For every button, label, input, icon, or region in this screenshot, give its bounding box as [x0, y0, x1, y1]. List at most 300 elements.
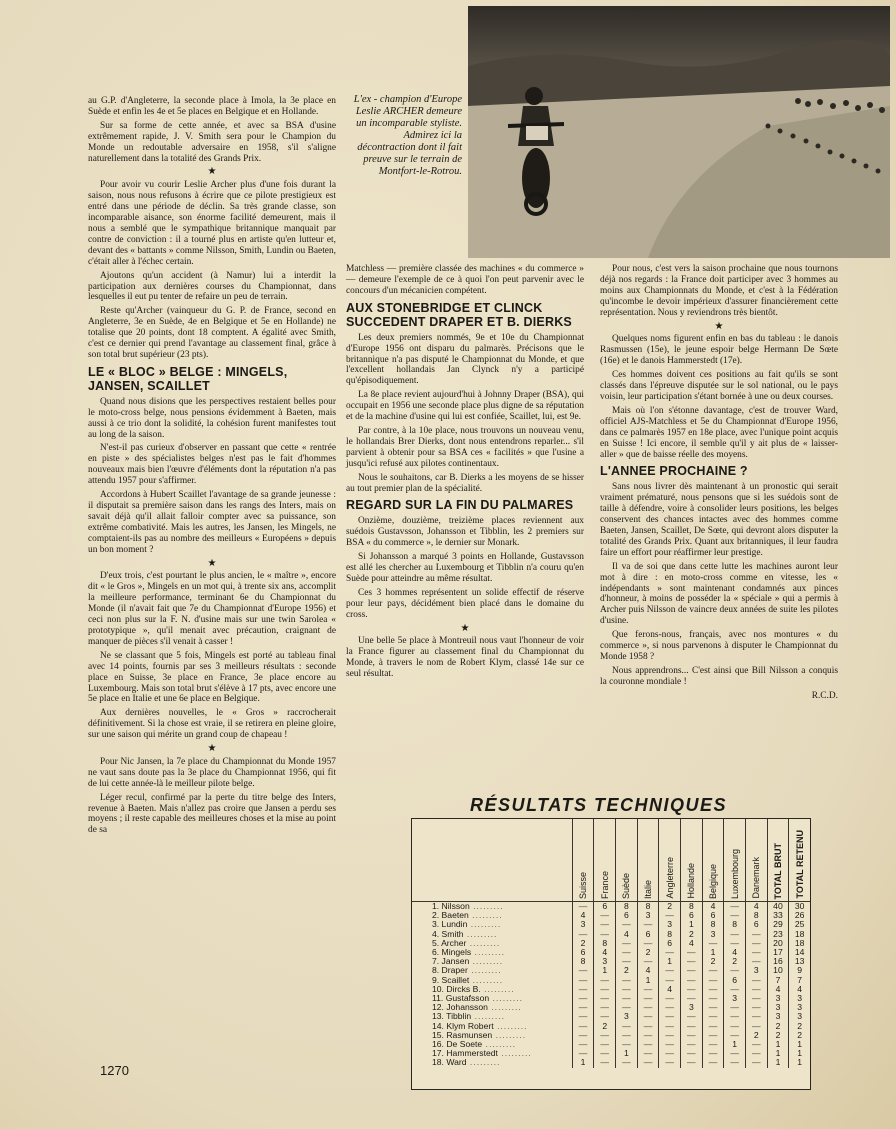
table-cell: —	[681, 1022, 703, 1031]
table-cell: 30	[789, 902, 810, 912]
table-cell: 2	[702, 957, 724, 966]
table-cell: —	[724, 911, 746, 920]
table-cell: —	[637, 1058, 659, 1067]
table-cell: 3	[702, 930, 724, 939]
paragraph: Accordons à Hubert Scaillet l'avantage de sa grande jeunesse : il disputait sa première saison dans les rangs des Inters, mais on savait déjà qu'il allait falloir compter avec sa puissance, son extrême combativité. Mais les autres, les Jansen, les Mingels, ne comptaient-ils pas au nombre des meilleurs « Européens » depuis un bon moment ?	[88, 490, 336, 555]
dot-leader: .........	[482, 1039, 517, 1050]
table-cell: 9	[789, 966, 810, 975]
section-heading: REGARD SUR LA FIN DU PALMARES	[346, 498, 574, 513]
table-cell: 1	[616, 1049, 638, 1058]
column-header-label: Italie	[643, 879, 654, 899]
table-cell: —	[616, 1031, 638, 1040]
paragraph: Nous le souhaitons, car B. Dierks a les moyens de se hisser au tout premier plan de la spécialité.	[346, 472, 584, 494]
table-cell: 2	[659, 902, 681, 912]
table-cell: 3	[767, 994, 789, 1003]
table-cell: —	[702, 1031, 724, 1040]
paragraph: D'eux trois, c'est pourtant le plus ancien, le « maître », encore dit « le Gros », Mingels en un mot qui, à trente six ans, accomplit la meilleure performance, terminant 6e du Championnat du Monde (il n'avait fait que 7e du Championnat d'Europe 1956) et ceci non plus sur la F. N. d'usine mais sur une twin Sarolea « prototypique », qu'il menait avec précaution, craignant de manquer de pièces s'il venait à casser !	[88, 571, 336, 647]
table-cell: —	[594, 1012, 616, 1021]
table-cell: —	[659, 994, 681, 1003]
table-cell: —	[616, 920, 638, 929]
rider-name: 9. Scaillet .........	[432, 974, 504, 985]
table-cell: —	[572, 1049, 594, 1058]
dot-leader: .........	[480, 983, 515, 994]
table-cell: 3	[789, 994, 810, 1003]
star-separator-icon: ★	[460, 622, 470, 634]
table-cell: —	[659, 966, 681, 975]
table-cell: —	[681, 976, 703, 985]
table-cell: —	[594, 994, 616, 1003]
table-cell: —	[724, 1058, 746, 1067]
paragraph: Que ferons-nous, français, avec nos montures « du commerce », si nous parvenons à disputer le Championnat du Monde 1958 ?	[600, 630, 838, 662]
table-cell: —	[724, 939, 746, 948]
table-cell: —	[745, 976, 767, 985]
table-cell: —	[681, 1012, 703, 1021]
dot-leader: .........	[466, 937, 501, 948]
star-separator-icon: ★	[207, 743, 217, 755]
table-cell: —	[745, 1012, 767, 1021]
table-cell: 14	[789, 948, 810, 957]
table-cell: —	[594, 1031, 616, 1040]
table-cell: —	[681, 1040, 703, 1049]
column-header	[637, 819, 659, 902]
results-title: RÉSULTATS TECHNIQUES	[470, 795, 728, 815]
table-cell: —	[681, 1049, 703, 1058]
table-cell: 1	[789, 1040, 810, 1049]
rider-name: 11. Gustafsson .........	[432, 993, 524, 1004]
column-header	[572, 819, 594, 902]
table-cell: —	[702, 1040, 724, 1049]
table-cell: —	[659, 1022, 681, 1031]
paragraph: Pour avoir vu courir Leslie Archer plus d'une fois durant la saison, nous nous refusons à écrire que ce pilote prestigieux est entré dans une période de déclin. Sa très grande classe, son incomparable aisance, son énorme facilité demeurent, mais il nous a semblé que le sympathique britannique manquait par contre de conviction : il a tourné plus en artiste qu'en lutteur et, devant des « battants » comme Nilsson, Smith, Lundin ou Baeten, c'était aller à l'échec certain.	[88, 180, 336, 267]
column-header-label: Belgique	[707, 863, 718, 899]
table-cell: —	[659, 1031, 681, 1040]
table-cell: 3	[789, 1012, 810, 1021]
table-cell: —	[745, 1003, 767, 1012]
column-header	[659, 819, 681, 902]
dot-leader: .........	[471, 947, 506, 958]
table-cell: —	[637, 1012, 659, 1021]
rider-name: 18. Ward .........	[432, 1057, 501, 1068]
rider-name: 14. Klym Robert .........	[432, 1020, 528, 1031]
motocross-photo	[468, 6, 890, 258]
table-cell: 6	[594, 902, 616, 912]
paragraph: Une belle 5e place à Montreuil nous vaut l'honneur de voir la France figurer au classement final du Championnat du Monde, à travers le nom de Robert Klym, classé 14e sur ce seul résultat.	[346, 636, 584, 680]
results-header-row	[412, 819, 810, 902]
table-cell: 1	[724, 1040, 746, 1049]
table-cell: 26	[789, 911, 810, 920]
table-cell: 8	[637, 902, 659, 912]
dot-leader: .........	[469, 901, 504, 911]
column-header-label: Luxembourg	[729, 848, 740, 899]
table-cell: —	[616, 976, 638, 985]
dot-leader: .........	[467, 965, 502, 976]
table-cell: —	[616, 957, 638, 966]
column-header-label: Suisse	[578, 871, 589, 899]
paragraph: Si Johansson a marqué 3 points en Hollande, Gustavsson est allé les chercher au Luxembourg et Tibblin n'a couru qu'en Suède pour atteindre au même résultat.	[346, 552, 584, 584]
table-cell: —	[659, 1003, 681, 1012]
table-cell: —	[659, 1049, 681, 1058]
table-cell: —	[616, 948, 638, 957]
table-cell: 1	[659, 957, 681, 966]
results-table	[411, 818, 811, 1090]
table-cell: —	[702, 1012, 724, 1021]
table-cell: —	[594, 1003, 616, 1012]
table-cell: 1	[789, 1058, 810, 1067]
table-cell: 3	[681, 1003, 703, 1012]
table-cell: 6	[724, 976, 746, 985]
table-cell: —	[702, 1049, 724, 1058]
column-header-label: TOTAL RETENU	[794, 830, 805, 899]
table-cell: —	[637, 1022, 659, 1031]
section-heading: L'ANNEE PROCHAINE ?	[600, 464, 748, 479]
table-cell: 2	[637, 948, 659, 957]
dot-leader: .........	[463, 928, 498, 939]
table-cell: 4	[681, 939, 703, 948]
table-cell: —	[659, 1058, 681, 1067]
table-cell: 2	[681, 930, 703, 939]
star-separator-icon: ★	[207, 166, 217, 178]
table-cell: 2	[594, 1022, 616, 1031]
table-cell: —	[702, 1058, 724, 1067]
rider-name: 1. Nilsson .........	[432, 901, 504, 911]
table-cell: 1	[594, 966, 616, 975]
table-cell: —	[702, 1022, 724, 1031]
table-cell: —	[724, 1012, 746, 1021]
table-cell: 40	[767, 902, 789, 912]
table-cell: —	[594, 976, 616, 985]
table-cell: —	[745, 1049, 767, 1058]
column-header	[616, 819, 638, 902]
table-cell: 3	[789, 1003, 810, 1012]
paragraph: La 8e place revient aujourd'hui à Johnny Draper (BSA), qui occupait en 1956 une seconde place plus digne de sa réputation et de la machine d'usine qui lui est confiée, Scaillet, lui, est 9e.	[346, 390, 584, 423]
column-header-label: Suède	[621, 872, 632, 899]
column-header-label: TOTAL BRUT	[772, 842, 783, 899]
article-column-1	[88, 96, 336, 839]
table-cell: 4	[594, 948, 616, 957]
table-cell: 2	[616, 966, 638, 975]
table-cell: 4	[745, 902, 767, 912]
table-cell: —	[681, 948, 703, 957]
rider-name: 7. Jansen .........	[432, 956, 504, 967]
rider-name: 15. Rasmunsen .........	[432, 1029, 527, 1040]
paragraph: Nous apprendrons... C'est ainsi que Bill Nilsson a conquis la couronne mondiale !	[600, 665, 838, 687]
paragraph: Il va de soi que dans cette lutte les machines auront leur mot à dire : en moto-cross comme en vitesse, les « indépendants » sont maintenant condamnés aux pinces d'honneur, à moins de posséder la « spéciale » qui a permis à Archer puis Nilsson de vaincre deux années de suite les pilotes d'usine.	[600, 561, 838, 627]
section-heading: AUX STONEBRIDGE ET CLINCK SUCCEDENT DRAPER ET B. DIERKS	[346, 300, 572, 329]
table-cell: —	[616, 985, 638, 994]
rider-name: 5. Archer .........	[432, 937, 501, 948]
table-cell: 20	[767, 939, 789, 948]
table-cell: 3	[659, 920, 681, 929]
table-cell: 2	[789, 1031, 810, 1040]
table-cell: —	[724, 1003, 746, 1012]
paragraph: N'est-il pas curieux d'observer en passant que cette « rentrée en piste » des spécialistes belges n'est pas le fait d'hommes nouveaux mais bien l'œuvre d'éléments dont la réputation n'a pas attendu 1957 pour s'affirmer.	[88, 443, 336, 487]
table-cell: —	[745, 1040, 767, 1049]
table-cell: 4	[616, 930, 638, 939]
paragraph: Ces hommes doivent ces positions au fait qu'ils se sont classés dans l'épreuve disputée sur le sol national, ou le pays voisin, leur participation s'étant bornée à une ou deux courses.	[600, 370, 838, 402]
table-cell: —	[637, 920, 659, 929]
dot-leader: .........	[487, 1002, 522, 1013]
table-cell: 13	[789, 957, 810, 966]
table-cell: —	[637, 957, 659, 966]
table-cell: —	[572, 930, 594, 939]
table-cell: 4	[702, 902, 724, 912]
table-cell: 8	[681, 902, 703, 912]
table-cell: 2	[724, 957, 746, 966]
table-cell: —	[594, 1049, 616, 1058]
table-cell: 4	[724, 948, 746, 957]
table-cell: 3	[616, 1012, 638, 1021]
star-separator-icon: ★	[207, 557, 217, 569]
table-cell: —	[681, 957, 703, 966]
paragraph: Matchless — première classée des machines « du commerce » — demeure l'exemple de ce à quoi l'on peut parvenir avec le concours d'un mécanicien compétent.	[346, 264, 584, 296]
paragraph: Pour nous, c'est vers la saison prochaine que nous tournons déjà nos regards : la France doit participer avec 3 hommes au moins aux Championnats du Monde, et c'est à la Fédération qu'incombe le devoir impérieux d'assurer financièrement cette représentation. Nous y reviendrons très bientôt.	[600, 264, 838, 318]
table-cell: —	[572, 994, 594, 1003]
paragraph: Pour Nic Jansen, la 7e place du Championnat du Monde 1957 ne vaut sans doute pas la 3e place du Championnat 1956, qui fit de lui cette année-là le meilleur pilote belge.	[88, 756, 336, 789]
column-header	[702, 819, 724, 902]
table-cell: —	[572, 1022, 594, 1031]
paragraph: Sans nous livrer dès maintenant à un pronostic qui serait vraiment prématuré, nous pensons que si les suédois sont de taille à défendre, voire à consolider leurs positions, les belges conservent des chances intactes avec des hommes comme Baeten, Jansen, Scaillet, De Sœte, qui devront alors disputer la totalité des Grands Prix. Quant aux britanniques, il leur faudra faire un effort pour réaffirmer leur prestige.	[600, 482, 838, 558]
table-cell: 2	[745, 1031, 767, 1040]
dot-leader: .........	[466, 1057, 501, 1068]
table-cell: —	[745, 1022, 767, 1031]
paragraph: Aux dernières nouvelles, le « Gros » raccrocherait définitivement. Si la chose est vraie, il se retirera en pleine gloire, sur une saison qui mérite un grand coup de chapeau !	[88, 708, 336, 741]
table-cell: —	[594, 1040, 616, 1049]
table-cell: 2	[572, 939, 594, 948]
article-column-2	[346, 264, 584, 683]
table-cell: —	[572, 976, 594, 985]
table-cell: 1	[767, 1049, 789, 1058]
table-cell: —	[724, 930, 746, 939]
table-cell: 6	[572, 948, 594, 957]
table-cell: 6	[681, 911, 703, 920]
table-cell: —	[659, 911, 681, 920]
rider-name: 13. Tibblin .........	[432, 1011, 506, 1022]
table-cell: —	[572, 966, 594, 975]
table-cell: —	[594, 920, 616, 929]
table-cell: —	[637, 1031, 659, 1040]
table-cell: 3	[745, 966, 767, 975]
table-cell: —	[616, 1058, 638, 1067]
table-cell: 3	[594, 957, 616, 966]
rider-name: 2. Baeten .........	[432, 910, 503, 921]
table-cell: 25	[789, 920, 810, 929]
table-cell: —	[637, 1049, 659, 1058]
table-cell: 4	[572, 911, 594, 920]
table-cell: 8	[659, 930, 681, 939]
paragraph: Onzième, douzième, treizième places reviennent aux suédois Gustavsson, Johansson et Tibblin, les 2 premiers sur BSA « du commerce », le dernier sur Monark.	[346, 516, 584, 549]
table-cell: 8	[572, 957, 594, 966]
paragraph: Sur sa forme de cette année, et avec sa BSA d'usine extrêmement rapide, J. V. Smith sera pour le Champion du Monde un redoutable adversaire en 1958, s'il s'aligne naturellement dans la totalité des Grands Prix.	[88, 120, 336, 164]
table-cell: —	[616, 939, 638, 948]
results-body	[412, 902, 810, 1068]
dot-leader: .........	[489, 993, 524, 1004]
table-cell: 8	[724, 920, 746, 929]
table-cell: —	[702, 966, 724, 975]
paragraph: Ajoutons qu'un accident (à Namur) lui a interdit la participation aux dernières courses du Championnat, dans lesquelles il eut pu tenter de refaire un peu de terrain.	[88, 270, 336, 303]
table-cell: 7	[789, 976, 810, 985]
paragraph: Ne se classant que 5 fois, Mingels est porté au tableau final avec 14 points, fournis par ses 3 meilleurs résultats : seconde place en Suisse, 3e place en France, 3e place encore au Luxembourg. Mais son total brut s'élève à 17 pts, avec encore une 5e place en Italie et une 6e place en Belgique.	[88, 650, 336, 705]
table-cell: —	[659, 976, 681, 985]
table-cell: —	[724, 1031, 746, 1040]
table-cell: —	[659, 948, 681, 957]
column-header-label: Danemark	[751, 857, 762, 899]
table-cell: 6	[745, 920, 767, 929]
author-signature: R.C.D.	[811, 690, 838, 701]
table-cell: —	[572, 985, 594, 994]
table-cell: —	[724, 902, 746, 912]
rider-name: 3. Lundin .........	[432, 919, 502, 930]
table-cell: —	[637, 1003, 659, 1012]
table-cell: —	[702, 976, 724, 985]
table-cell: —	[702, 939, 724, 948]
table-cell: —	[681, 985, 703, 994]
table-cell: —	[745, 985, 767, 994]
table-cell: —	[572, 902, 594, 912]
table-cell: —	[745, 948, 767, 957]
table-cell: 1	[572, 1058, 594, 1067]
table-cell: —	[745, 994, 767, 1003]
table-cell: —	[572, 1003, 594, 1012]
table-cell: 1	[681, 920, 703, 929]
table-cell: 18	[789, 930, 810, 939]
table-cell: 8	[594, 939, 616, 948]
table-cell: —	[659, 1040, 681, 1049]
photo-illustration	[468, 6, 890, 258]
table-cell: 1	[637, 976, 659, 985]
table-cell: —	[745, 930, 767, 939]
table-cell: 8	[702, 920, 724, 929]
paragraph: Léger recul, confirmé par la perte du titre belge des Inters, revenue à Baeten. Mais n'allez pas croire que Jansen a perdu ses moyens ; il reste capable des meilleures choses et la mise au point de sa	[88, 792, 336, 836]
column-header	[745, 819, 767, 902]
table-cell: 3	[572, 920, 594, 929]
dot-leader: .........	[469, 974, 504, 985]
table-cell: —	[681, 1058, 703, 1067]
rider-name: 12. Johansson .........	[432, 1002, 522, 1013]
dot-leader: .........	[469, 956, 504, 967]
table-cell: —	[659, 1012, 681, 1021]
table-cell: —	[745, 957, 767, 966]
table-cell: 16	[767, 957, 789, 966]
column-header-label: Hollande	[686, 863, 697, 899]
paragraph: Mais où l'on s'étonne davantage, c'est de trouver Ward, officiel AJS-Matchless et 5e du Championnat d'Europe 1956, dans ce palmarès 1957 en 18e place, avec l'unique point acquis en Suisse ! Ici encore, il semble qu'il y ait plus de « laisser-aller » que de baisse réelle des moyens.	[600, 405, 838, 460]
table-cell: —	[616, 1003, 638, 1012]
column-header	[594, 819, 616, 902]
table-cell: 10	[767, 966, 789, 975]
rider-name: 16. De Soete .........	[432, 1039, 517, 1050]
table-cell: —	[594, 911, 616, 920]
table-cell: —	[616, 1040, 638, 1049]
star-separator-icon: ★	[714, 320, 724, 332]
table-cell: —	[745, 939, 767, 948]
dot-leader: .........	[492, 1029, 527, 1040]
table-cell: —	[594, 930, 616, 939]
photo-caption: L'ex - champion d'Europe Leslie ARCHER demeure un incomparable styliste. Admirez ici la décontraction dont il fait preuve sur le terrain de Montfort-le-Rotrou.	[353, 94, 462, 177]
table-cell: 1	[767, 1040, 789, 1049]
results-grid	[412, 819, 810, 1068]
table-cell: —	[616, 994, 638, 1003]
table-cell: 6	[637, 930, 659, 939]
column-header	[789, 819, 810, 902]
table-cell: —	[702, 985, 724, 994]
dot-leader: .........	[471, 1011, 506, 1022]
table-cell: —	[724, 985, 746, 994]
rider-name: 4. Smith .........	[432, 928, 498, 939]
table-cell: —	[572, 1012, 594, 1021]
paragraph: Par contre, à la 10e place, nous trouvons un nouveau venu, le hollandais Brer Dierks, dont nous entendrons reparler... s'il parvient à obtenir pour sa BSA ces « facilités » que l'usine a jusqu'ici refusé aux pilotes continentaux.	[346, 425, 584, 469]
table-cell: 2	[767, 1031, 789, 1040]
paragraph: au G.P. d'Angleterre, la seconde place à Imola, la 3e place en Suède et enfin les 4e et 5e places en Belgique et en Hollande.	[88, 96, 336, 117]
table-cell: —	[724, 966, 746, 975]
name-column-header	[412, 819, 572, 902]
article-column-3	[600, 264, 838, 705]
table-cell: —	[724, 1049, 746, 1058]
paragraph: Les deux premiers nommés, 9e et 10e du Championnat d'Europe 1956 ont disparu du palmarès. Précisons que le britannique n'a pas disputé le Championnat du Monde, et que l'excellent hollandais Jan Clynck n'y a participé qu'épisodiquement.	[346, 332, 584, 387]
table-cell: 23	[767, 930, 789, 939]
table-cell: —	[572, 1031, 594, 1040]
table-cell: 4	[767, 985, 789, 994]
dot-leader: .........	[497, 1048, 532, 1059]
column-header	[681, 819, 703, 902]
paragraph: Ces 3 hommes représentent un solide effectif de réserve pour leur pays, décidément bien placé dans le domaine du cross.	[346, 587, 584, 620]
paragraph: Quelques noms figurent enfin en bas du tableau : le danois Rasmussen (15e), le jeune espoir belge Hermann De Sœte (16e) et le danois Hammerstedt (17e).	[600, 334, 838, 367]
rider-name: 17. Hammerstedt .........	[432, 1048, 532, 1059]
table-cell: 3	[767, 1003, 789, 1012]
table-cell: —	[616, 1022, 638, 1031]
table-cell: —	[745, 1058, 767, 1067]
paragraph: Quand nous disions que les perspectives restaient belles pour le moto-cross belge, nous pensions évidemment à Baeten, mais aussi à ce trio dont la solidité, la cohésion furent manifestes tout au long de la saison.	[88, 396, 336, 440]
table-cell: —	[702, 1003, 724, 1012]
table-cell: 4	[637, 966, 659, 975]
table-cell: 1	[702, 948, 724, 957]
table-cell: 18	[789, 939, 810, 948]
table-cell: —	[637, 1040, 659, 1049]
table-cell: 3	[637, 911, 659, 920]
column-header	[724, 819, 746, 902]
table-cell: —	[594, 985, 616, 994]
table-cell: 6	[659, 939, 681, 948]
table-cell: —	[702, 994, 724, 1003]
table-cell: 2	[789, 1022, 810, 1031]
table-cell: 6	[616, 911, 638, 920]
table-cell: —	[681, 994, 703, 1003]
table-cell: 7	[767, 976, 789, 985]
table-cell: 3	[767, 1012, 789, 1021]
page-number: 1270	[100, 1063, 129, 1078]
table-cell: —	[594, 1058, 616, 1067]
table-cell: 8	[616, 902, 638, 912]
table-cell: 1	[789, 1049, 810, 1058]
table-cell: 4	[789, 985, 810, 994]
dot-leader: .........	[467, 919, 502, 930]
column-header	[767, 819, 789, 902]
table-cell: —	[681, 966, 703, 975]
rider-name: 10. Dircks B. .........	[432, 983, 515, 994]
table-cell: —	[681, 1031, 703, 1040]
table-cell: —	[637, 985, 659, 994]
column-header-label: France	[599, 870, 610, 899]
table-cell: 6	[702, 911, 724, 920]
table-cell: 29	[767, 920, 789, 929]
table-cell: 1	[767, 1058, 789, 1067]
table-row	[412, 1058, 810, 1067]
table-cell: 2	[767, 1022, 789, 1031]
dot-leader: .........	[468, 910, 503, 921]
section-heading: LE « BLOC » BELGE : MINGELS, JANSEN, SCAILLET	[88, 364, 288, 393]
dot-leader: .........	[493, 1020, 528, 1031]
table-cell: 17	[767, 948, 789, 957]
table-cell: —	[572, 1040, 594, 1049]
table-cell: —	[637, 994, 659, 1003]
